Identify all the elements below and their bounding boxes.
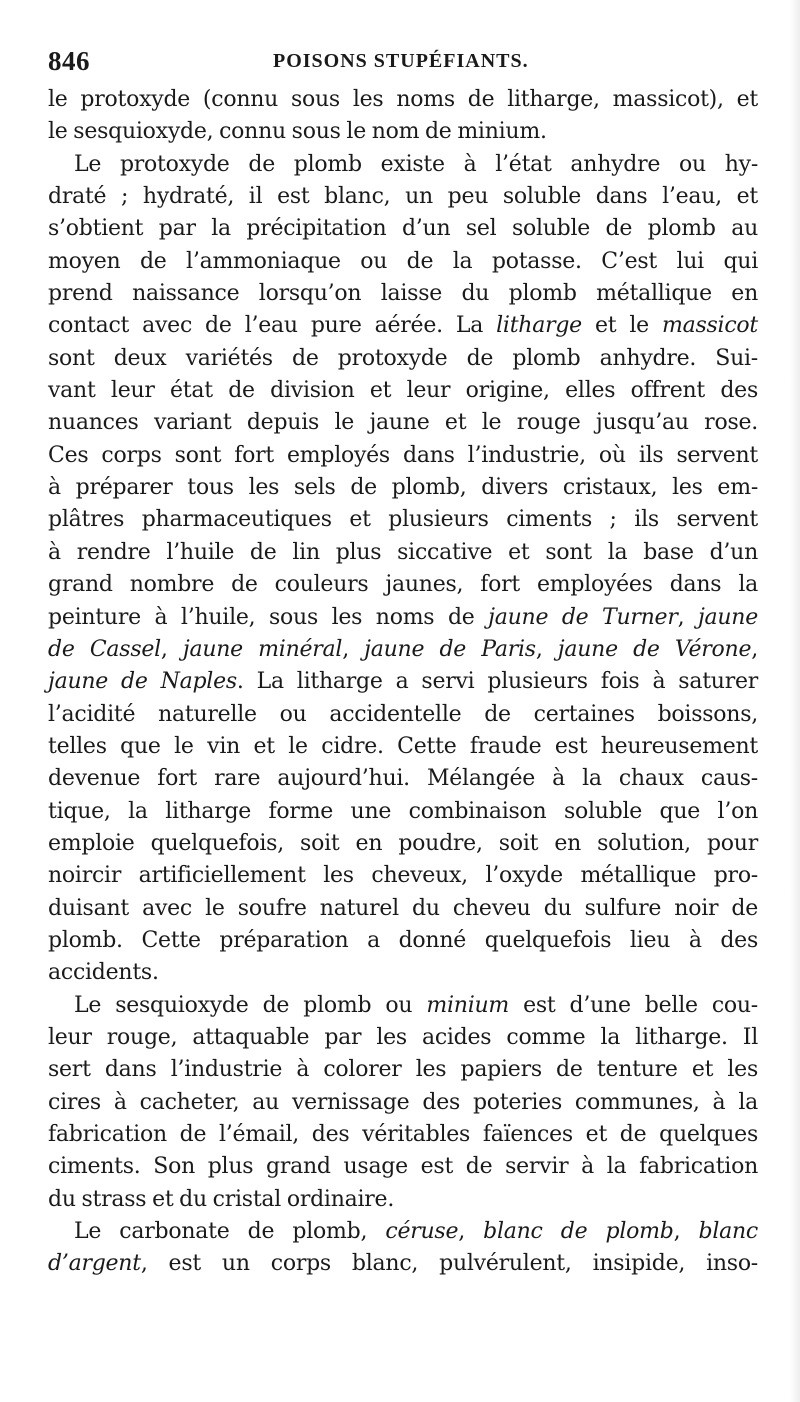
page-header	[48, 40, 758, 84]
text-run: moyen de l’ammoniaque ou de la potasse. C’est lui qui	[48, 248, 758, 274]
text-line	[48, 957, 758, 989]
text-run: à préparer tous les sels de plomb, divers cristaux, les em-	[48, 475, 758, 501]
text-line	[48, 731, 758, 763]
text-run: et le	[581, 313, 662, 339]
italic-term: jaune de Paris	[364, 636, 536, 662]
italic-term: d’argent	[48, 1251, 141, 1277]
italic-term: céruse	[385, 1219, 459, 1245]
text-line	[48, 213, 758, 245]
italic-term: minium	[426, 992, 510, 1018]
text-line	[48, 440, 758, 472]
text-run: fabrication de l’émail, des véritables faïences et de quelques	[48, 1122, 758, 1147]
body-text	[48, 84, 758, 1281]
text-run: sont deux variétés de protoxyde de plomb anhydre. Sui-	[48, 345, 758, 371]
text-line	[48, 602, 758, 634]
text-run: grand nombre de couleurs jaunes, fort employées dans la	[48, 572, 758, 598]
text-run: le protoxyde (connu sous les noms de litharge, massicot), et	[48, 87, 758, 112]
italic-term: jaune de Vérone	[557, 636, 752, 662]
text-run: plomb. Cette préparation a donné quelquefois lieu à des	[48, 927, 758, 953]
text-run: ,	[458, 1219, 484, 1245]
text-line	[48, 181, 758, 213]
running-title: POISONS STUPÉFIANTS.	[273, 50, 529, 72]
italic-term: de Cassel	[48, 636, 161, 662]
text-line	[48, 149, 758, 181]
text-line	[48, 407, 758, 439]
text-line	[48, 246, 758, 278]
italic-term: jaune minéral	[182, 636, 343, 662]
text-run: draté ; hydraté, il est blanc, un peu soluble dans l’eau, et	[48, 184, 758, 210]
text-run: à rendre l’huile de lin plus siccative et sont la base d’un	[48, 539, 758, 565]
text-line	[48, 1184, 758, 1216]
text-line	[48, 666, 758, 698]
text-line	[48, 763, 758, 795]
text-run: accidents.	[48, 960, 159, 986]
text-run: leur rouge, attaquable par les acides comme la litharge. Il	[48, 1024, 758, 1050]
text-line	[48, 796, 758, 828]
text-run: emploie quelquefois, soit en poudre, soit en solution, pour	[48, 830, 758, 856]
text-run: ,	[677, 604, 698, 630]
text-line	[48, 860, 758, 892]
text-line	[48, 116, 758, 148]
text-run: nuances variant depuis le jaune et le rouge jusqu’au rose.	[48, 410, 758, 436]
text-run: ,	[160, 636, 183, 662]
text-line	[48, 1151, 758, 1183]
text-line	[48, 343, 758, 375]
text-run: cires à cacheter, au vernissage des poteries communes, à la	[48, 1089, 758, 1115]
text-run: Le sesquioxyde de plomb ou	[74, 992, 427, 1018]
text-run: ,	[751, 636, 758, 662]
text-line	[48, 569, 758, 601]
italic-term: blanc de plomb	[483, 1219, 674, 1245]
text-run: du strass et du cristal ordinaire.	[48, 1186, 395, 1212]
text-run: Le carbonate de plomb,	[74, 1219, 386, 1245]
text-run: . La litharge a servi plusieurs fois à saturer	[236, 669, 758, 695]
text-run: devenue fort rare aujourd’hui. Mélangée à la chaux caus-	[48, 766, 758, 792]
text-run: ,	[535, 636, 558, 662]
text-line	[48, 504, 758, 536]
text-line	[48, 925, 758, 957]
italic-term: litharge	[496, 313, 582, 339]
text-line	[48, 828, 758, 860]
text-run: sert dans l’industrie à colorer les papiers de tenture et les	[48, 1057, 758, 1083]
text-run: l’acidité naturelle ou accidentelle de certaines boissons,	[48, 701, 758, 727]
text-run: ciments. Son plus grand usage est de servir à la fabrication	[48, 1154, 758, 1180]
text-run: Le protoxyde de plomb existe à l’état anhydre ou hy-	[74, 151, 758, 177]
text-run: tique, la litharge forme une combinaison soluble que l’on	[48, 798, 758, 824]
text-run: prend naissance lorsqu’on laisse du plomb métallique en	[48, 281, 758, 307]
text-run: telles que le vin et le cidre. Cette fraude est heureusement	[48, 733, 758, 759]
italic-term: massicot	[661, 313, 758, 339]
text-line	[48, 310, 758, 342]
text-line	[48, 278, 758, 310]
text-run: contact avec de l’eau pure aérée. La	[48, 313, 497, 339]
text-line	[48, 375, 758, 407]
text-line	[48, 1054, 758, 1086]
text-run: peinture à l’huile, sous les noms de	[48, 604, 489, 630]
text-run: est d’une belle cou-	[509, 992, 758, 1018]
text-line	[48, 537, 758, 569]
text-line	[48, 1087, 758, 1119]
text-line	[48, 990, 758, 1022]
text-run: Ces corps sont fort employés dans l’industrie, où ils servent	[48, 442, 758, 468]
text-run: plâtres pharmaceutiques et plusieurs ciments ; ils servent	[48, 507, 758, 533]
page-number: 846	[48, 46, 90, 76]
text-line	[48, 1022, 758, 1054]
text-line	[48, 699, 758, 731]
text-run: ,	[673, 1219, 699, 1245]
text-line	[48, 1119, 758, 1151]
text-run: noircir artificiellement les cheveux, l’oxyde métallique pro-	[48, 863, 758, 889]
text-line	[48, 634, 758, 666]
italic-term: jaune de Turner	[488, 604, 678, 630]
text-line	[48, 893, 758, 925]
italic-term: jaune	[697, 604, 758, 630]
text-line	[48, 84, 758, 116]
text-run: , est un corps blanc, pulvérulent, insipide, inso-	[140, 1251, 758, 1277]
text-line	[48, 1216, 758, 1248]
text-line	[48, 472, 758, 504]
text-run: ,	[342, 636, 365, 662]
italic-term: blanc	[698, 1219, 758, 1245]
text-line	[48, 1248, 758, 1280]
text-run: s’obtient par la précipitation d’un sel soluble de plomb au	[48, 216, 758, 242]
text-run: vant leur état de division et leur origine, elles offrent des	[48, 378, 758, 404]
text-run: duisant avec le soufre naturel du cheveu du sulfure noir de	[48, 895, 758, 921]
text-run: le sesquioxyde, connu sous le nom de minium.	[48, 119, 547, 145]
italic-term: jaune de Naples	[48, 669, 237, 695]
page-edge	[790, 0, 800, 1402]
